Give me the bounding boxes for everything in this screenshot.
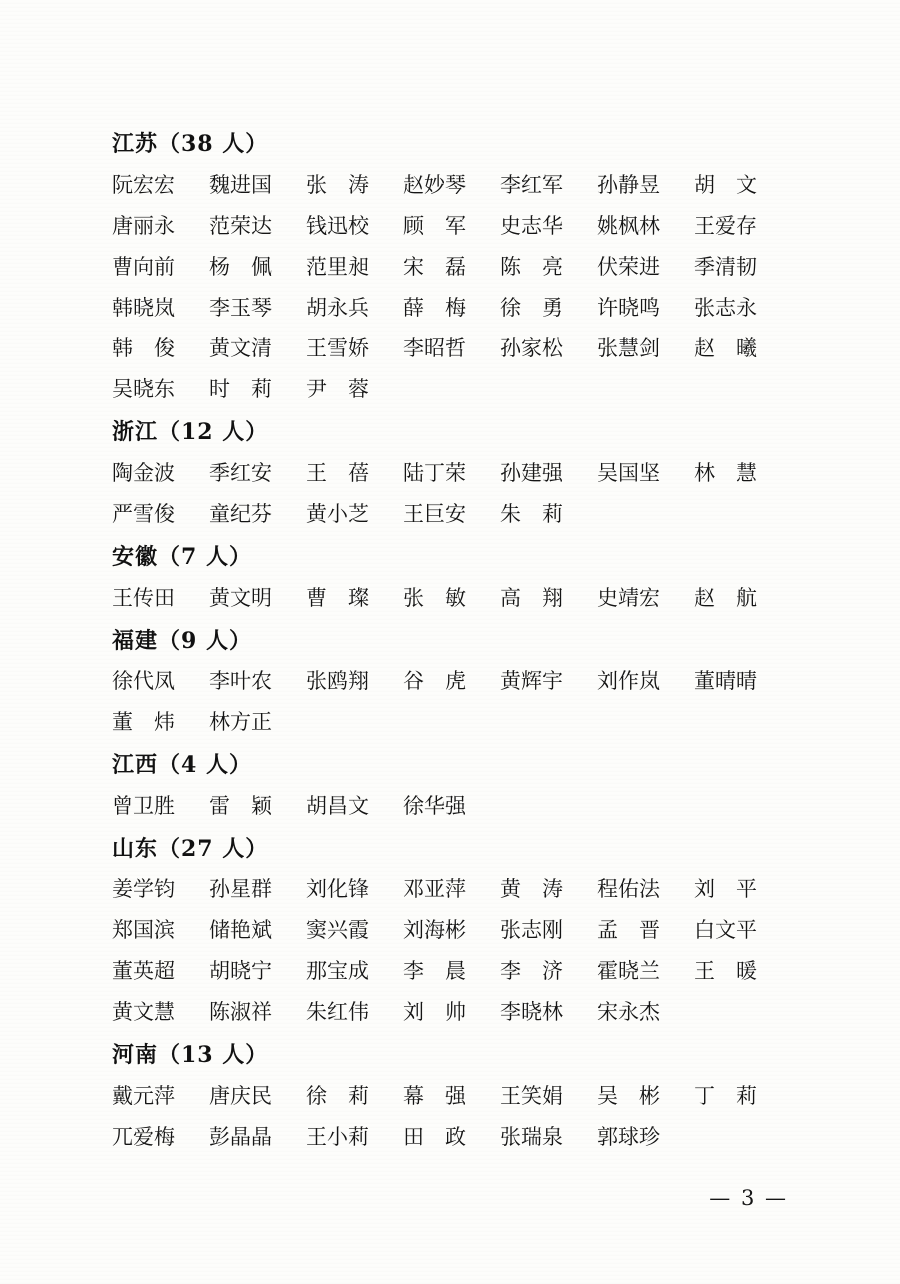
person-name: 霍晓兰 <box>597 959 660 984</box>
name-row <box>112 786 792 827</box>
name-row <box>112 702 792 743</box>
person-name: 黄辉宇 <box>500 669 563 694</box>
person-name: 严雪俊 <box>112 501 175 526</box>
province-heading: 河南（13 人） <box>112 1042 269 1069</box>
person-name: 朱红伟 <box>306 1000 369 1025</box>
person-name: 黄 涛 <box>500 877 563 902</box>
person-name: 陈 亮 <box>500 254 563 279</box>
person-name: 王 蓓 <box>306 461 369 485</box>
person-name: 孙建强 <box>500 461 563 485</box>
person-name: 王 暖 <box>694 959 757 984</box>
person-name: 史靖宏 <box>597 585 660 610</box>
province-section <box>112 1035 792 1158</box>
person-name: 兀爱梅 <box>112 1124 175 1149</box>
person-name: 谷 虎 <box>403 669 466 694</box>
person-name: 李 晨 <box>403 959 466 984</box>
person-name: 彭晶晶 <box>209 1124 272 1149</box>
person-name: 刘 帅 <box>403 1000 466 1025</box>
name-row <box>112 206 792 247</box>
person-name: 宋永杰 <box>597 1000 660 1025</box>
person-name: 那宝成 <box>306 959 369 984</box>
name-row <box>112 328 792 369</box>
name-row <box>112 992 792 1033</box>
name-row <box>112 910 792 951</box>
person-name: 李昭哲 <box>403 336 466 361</box>
province-heading: 浙江（12 人） <box>112 419 269 446</box>
person-name: 徐 勇 <box>500 295 563 320</box>
province-section <box>112 829 792 1033</box>
person-name: 田 政 <box>403 1124 466 1149</box>
person-name: 刘化锋 <box>306 877 369 902</box>
person-name: 季清韧 <box>694 254 757 279</box>
person-name: 胡 文 <box>694 172 757 197</box>
person-name: 孙家松 <box>500 336 563 361</box>
person-name: 戴元萍 <box>112 1083 175 1108</box>
person-name: 李 济 <box>500 959 563 984</box>
person-name: 张志刚 <box>500 918 563 943</box>
person-name: 孙静昱 <box>597 172 660 197</box>
person-name: 徐 莉 <box>306 1083 369 1108</box>
name-row <box>112 578 792 619</box>
person-name: 韩晓岚 <box>112 295 175 320</box>
name-row <box>112 1117 792 1158</box>
name-row <box>112 288 792 329</box>
person-name: 史志华 <box>500 213 563 238</box>
province-section <box>112 745 792 827</box>
person-name: 黄小芝 <box>306 501 369 526</box>
person-name: 李叶农 <box>209 669 272 694</box>
person-name: 陈淑祥 <box>209 1000 272 1025</box>
province-section <box>112 537 792 619</box>
person-name: 王传田 <box>112 585 175 610</box>
province-heading: 山东（27 人） <box>112 835 269 862</box>
person-name: 徐华强 <box>403 793 466 818</box>
person-name: 韩 俊 <box>112 336 175 361</box>
person-name: 吴晓东 <box>112 377 175 402</box>
person-name: 王雪娇 <box>306 336 369 361</box>
person-name: 李玉琴 <box>209 295 272 320</box>
name-row <box>112 869 792 910</box>
person-name: 吴国坚 <box>597 461 660 485</box>
person-name: 张 涛 <box>306 172 369 197</box>
person-name: 林方正 <box>209 710 272 735</box>
person-name: 胡昌文 <box>306 793 369 818</box>
person-name: 李晓林 <box>500 1000 563 1025</box>
person-name: 郭球珍 <box>597 1124 660 1149</box>
person-name: 张 敏 <box>403 585 466 610</box>
person-name: 刘海彬 <box>403 918 466 943</box>
person-name: 黄文慧 <box>112 1000 175 1025</box>
person-name: 季红安 <box>209 461 272 485</box>
person-name: 童纪芬 <box>209 501 272 526</box>
person-name: 顾 军 <box>403 213 466 238</box>
person-name: 时 莉 <box>209 377 272 402</box>
person-name: 吴 彬 <box>597 1083 660 1108</box>
person-name: 刘 平 <box>694 877 757 902</box>
person-name: 孟 晋 <box>597 918 660 943</box>
person-name: 唐庆民 <box>209 1083 272 1108</box>
person-name: 胡永兵 <box>306 295 369 320</box>
person-name: 张瑞泉 <box>500 1124 563 1149</box>
person-name: 高 翔 <box>500 585 563 610</box>
province-heading: 江西（4 人） <box>112 752 252 779</box>
person-name: 黄文明 <box>209 585 272 610</box>
name-row <box>112 165 792 206</box>
person-name: 阮宏宏 <box>112 172 175 197</box>
person-name: 陶金波 <box>112 461 175 485</box>
person-name: 王笑娟 <box>500 1083 563 1108</box>
person-name: 邓亚萍 <box>403 877 466 902</box>
person-name: 胡晓宁 <box>209 959 272 984</box>
person-name: 雷 颖 <box>209 793 272 818</box>
person-name: 曹 璨 <box>306 585 369 610</box>
name-row <box>112 661 792 702</box>
person-name: 黄文清 <box>209 336 272 361</box>
person-name: 王小莉 <box>306 1124 369 1149</box>
province-heading: 福建（9 人） <box>112 627 252 654</box>
person-name: 丁 莉 <box>694 1083 757 1108</box>
person-name: 董 炜 <box>112 710 175 735</box>
person-name: 伏荣进 <box>597 254 660 279</box>
person-name: 李红军 <box>500 172 563 197</box>
person-name: 陆丁荣 <box>403 461 466 485</box>
person-name: 徐代凤 <box>112 669 175 694</box>
province-section <box>112 621 792 744</box>
person-name: 范荣达 <box>209 213 272 238</box>
person-name: 林 慧 <box>694 461 757 485</box>
person-name: 窦兴霞 <box>306 918 369 943</box>
person-name: 姚枫林 <box>597 213 660 238</box>
name-row <box>112 369 792 410</box>
person-name: 宋 磊 <box>403 254 466 279</box>
person-name: 唐丽永 <box>112 213 175 238</box>
name-list-body <box>112 124 792 1160</box>
person-name: 幕 强 <box>403 1083 466 1108</box>
person-name: 郑国滨 <box>112 918 175 943</box>
name-row <box>112 453 792 494</box>
province-section <box>112 412 792 535</box>
page-number: — 3 — <box>709 1186 788 1210</box>
province-heading: 安徽（7 人） <box>112 543 252 570</box>
person-name: 张鸥翔 <box>306 669 369 694</box>
person-name: 曾卫胜 <box>112 793 175 818</box>
person-name: 钱迅校 <box>306 213 369 238</box>
person-name: 姜学钧 <box>112 877 175 902</box>
person-name: 白文平 <box>694 918 757 943</box>
person-name: 张志永 <box>694 295 757 320</box>
province-heading: 江苏（38 人） <box>112 131 269 157</box>
person-name: 杨 佩 <box>209 254 272 279</box>
person-name: 董晴晴 <box>694 669 757 694</box>
person-name: 孙星群 <box>209 877 272 902</box>
person-name: 王巨安 <box>403 501 466 526</box>
person-name: 王爱存 <box>694 213 757 238</box>
person-name: 范里昶 <box>306 254 369 279</box>
name-row <box>112 247 792 288</box>
province-section <box>112 124 792 410</box>
person-name: 储艳斌 <box>209 918 272 943</box>
person-name: 张慧剑 <box>597 336 660 361</box>
person-name: 曹向前 <box>112 254 175 279</box>
person-name: 许晓鸣 <box>597 295 660 320</box>
person-name: 程佑法 <box>597 877 660 902</box>
person-name: 赵 曦 <box>694 336 757 361</box>
person-name: 魏进国 <box>209 172 272 197</box>
name-row <box>112 494 792 535</box>
person-name: 赵 航 <box>694 585 757 610</box>
person-name: 薛 梅 <box>403 295 466 320</box>
person-name: 董英超 <box>112 959 175 984</box>
person-name: 刘作岚 <box>597 669 660 694</box>
person-name: 赵妙琴 <box>403 172 466 197</box>
name-row <box>112 951 792 992</box>
name-row <box>112 1076 792 1117</box>
person-name: 尹 蓉 <box>306 377 369 402</box>
person-name: 朱 莉 <box>500 501 563 526</box>
